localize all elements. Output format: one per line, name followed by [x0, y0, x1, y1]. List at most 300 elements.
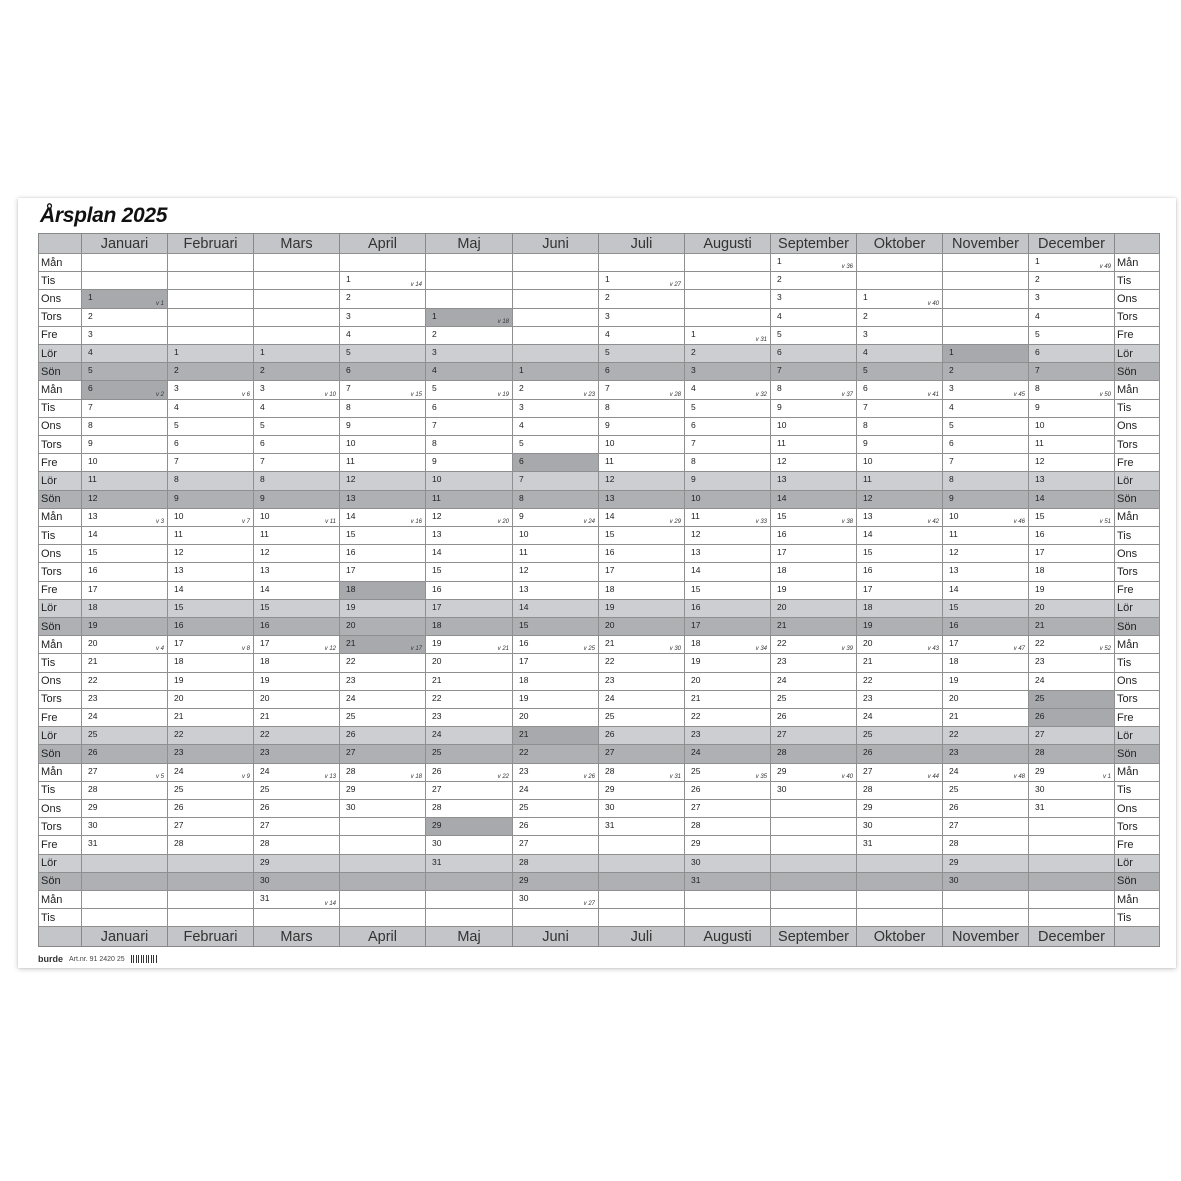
day-cell — [770, 763, 857, 782]
day-number: 20 — [949, 692, 959, 703]
day-number: 30 — [1035, 783, 1045, 794]
day-cell — [167, 508, 254, 527]
day-number: 10 — [346, 438, 356, 448]
month-footer: Juli — [598, 926, 685, 947]
day-cell — [1028, 308, 1115, 327]
day-number: 13 — [346, 492, 356, 503]
day-number: 31 — [691, 874, 701, 885]
day-cell — [512, 690, 599, 709]
empty-cell — [512, 344, 599, 363]
day-cell — [684, 599, 771, 618]
weekday-label: Sön — [38, 872, 82, 891]
day-number: 4 — [949, 401, 954, 412]
day-cell — [253, 726, 340, 745]
day-cell — [512, 672, 599, 691]
day-cell — [684, 763, 771, 782]
day-number: 2 — [88, 310, 93, 321]
day-number: 26 — [691, 783, 701, 794]
day-number: 11 — [346, 456, 355, 467]
day-number: 23 — [777, 656, 787, 667]
day-cell — [684, 344, 771, 363]
day-number: 29 — [432, 820, 442, 831]
day-number: 5 — [949, 419, 954, 430]
day-cell — [253, 708, 340, 727]
month-footer: December — [1028, 926, 1115, 947]
empty-cell — [512, 289, 599, 308]
day-number: 25 — [519, 802, 529, 812]
month-footer: Augusti — [684, 926, 771, 947]
month-footer: Januari — [81, 926, 168, 947]
day-cell — [684, 435, 771, 454]
day-cell — [856, 690, 943, 709]
weekday-label: Ons — [1114, 417, 1160, 436]
day-cell — [167, 635, 254, 654]
day-number: 12 — [88, 492, 98, 503]
weekday-label: Mån — [1114, 890, 1160, 909]
day-number: 28 — [863, 783, 873, 794]
empty-cell — [942, 271, 1029, 290]
day-cell — [856, 344, 943, 363]
day-cell — [167, 744, 254, 763]
day-number: 23 — [605, 674, 615, 685]
day-number: 2 — [863, 310, 868, 321]
day-number: 10 — [863, 456, 873, 467]
day-cell — [942, 344, 1029, 363]
day-cell — [253, 781, 340, 800]
week-number: v 18 — [410, 773, 422, 780]
weekday-label: Mån — [38, 508, 82, 527]
day-cell — [770, 308, 857, 327]
day-number: 15 — [691, 583, 701, 594]
month-header: December — [1028, 233, 1115, 254]
day-cell — [253, 599, 340, 618]
day-cell — [684, 708, 771, 727]
day-number: 31 — [1035, 802, 1045, 812]
week-number: v 35 — [755, 773, 767, 780]
day-number: 5 — [605, 347, 610, 357]
day-cell — [253, 544, 340, 563]
day-number: 1 — [260, 347, 265, 357]
day-cell — [598, 490, 685, 509]
day-number: 26 — [949, 802, 959, 812]
day-number: 15 — [863, 547, 873, 558]
day-cell — [942, 380, 1029, 399]
week-number: v 25 — [583, 646, 595, 653]
day-cell — [81, 763, 168, 782]
weekday-label: Ons — [38, 417, 82, 436]
day-number: 14 — [519, 601, 529, 612]
day-number: 26 — [519, 820, 529, 831]
day-number: 26 — [777, 711, 787, 721]
day-cell — [253, 653, 340, 672]
day-cell — [81, 744, 168, 763]
day-cell — [942, 599, 1029, 618]
day-cell — [684, 581, 771, 600]
week-number: v 36 — [841, 264, 853, 271]
day-number: 10 — [432, 474, 442, 485]
day-cell — [598, 289, 685, 308]
day-number: 24 — [1035, 674, 1045, 685]
day-number: 21 — [519, 729, 529, 740]
weekday-label: Lör — [1114, 854, 1160, 873]
day-number: 12 — [346, 474, 356, 485]
day-cell — [770, 744, 857, 763]
day-number: 18 — [1035, 565, 1045, 576]
day-number: 4 — [174, 401, 179, 412]
day-cell — [1028, 726, 1115, 745]
day-number: 9 — [88, 438, 93, 448]
day-number: 9 — [605, 419, 610, 430]
weekday-label: Mån — [1114, 635, 1160, 654]
week-number: v 44 — [927, 773, 939, 780]
day-cell — [1028, 544, 1115, 563]
day-number: 20 — [605, 620, 615, 630]
day-cell — [770, 253, 857, 272]
day-number: 25 — [605, 711, 615, 721]
day-cell — [942, 690, 1029, 709]
day-number: 30 — [346, 802, 356, 812]
empty-cell — [1028, 835, 1115, 854]
day-number: 14 — [432, 547, 442, 558]
empty-cell — [684, 271, 771, 290]
day-number: 2 — [174, 365, 179, 376]
day-cell — [512, 453, 599, 472]
day-number: 9 — [346, 419, 351, 430]
day-cell — [856, 417, 943, 436]
empty-cell — [684, 289, 771, 308]
week-number: v 51 — [1099, 518, 1111, 525]
day-cell — [81, 544, 168, 563]
day-number: 13 — [174, 565, 184, 576]
day-cell — [253, 672, 340, 691]
day-cell — [598, 763, 685, 782]
day-cell — [512, 890, 599, 909]
day-number: 31 — [432, 856, 442, 867]
week-number: v 22 — [497, 773, 509, 780]
weekday-label: Fre — [1114, 326, 1160, 345]
week-number: v 41 — [927, 391, 939, 398]
day-number: 11 — [949, 529, 958, 539]
day-cell — [598, 399, 685, 418]
day-number: 4 — [1035, 310, 1040, 321]
day-cell — [81, 690, 168, 709]
empty-cell — [339, 817, 426, 836]
day-number: 6 — [519, 456, 524, 467]
day-number: 9 — [174, 492, 179, 503]
day-cell — [425, 781, 513, 800]
day-number: 28 — [949, 838, 959, 849]
day-cell — [770, 508, 857, 527]
day-number: 30 — [777, 783, 787, 794]
day-cell — [512, 617, 599, 636]
day-cell — [425, 672, 513, 691]
day-number: 18 — [174, 656, 184, 667]
day-cell — [684, 744, 771, 763]
day-number: 22 — [777, 638, 787, 649]
empty-cell — [598, 835, 685, 854]
day-cell — [942, 854, 1029, 873]
day-number: 14 — [777, 492, 787, 503]
day-number: 14 — [949, 583, 959, 594]
weekday-label: Fre — [1114, 581, 1160, 600]
day-number: 14 — [605, 510, 615, 521]
day-number: 31 — [88, 838, 98, 849]
day-number: 9 — [260, 492, 265, 503]
day-cell — [770, 690, 857, 709]
month-header: November — [942, 233, 1029, 254]
weekday-label: Lör — [38, 726, 82, 745]
day-number: 21 — [260, 711, 270, 721]
day-cell — [1028, 617, 1115, 636]
day-cell — [81, 453, 168, 472]
day-cell — [339, 380, 426, 399]
day-number: 20 — [777, 601, 787, 612]
day-cell — [167, 835, 254, 854]
month-footer: Juni — [512, 926, 599, 947]
day-number: 21 — [88, 656, 98, 667]
day-number: 25 — [432, 747, 442, 758]
day-cell — [856, 817, 943, 836]
day-cell — [167, 380, 254, 399]
day-number: 15 — [605, 529, 615, 539]
empty-cell — [512, 908, 599, 927]
footer-corner — [1114, 926, 1160, 947]
day-number: 7 — [777, 365, 782, 376]
weekday-label: Tis — [1114, 399, 1160, 418]
day-cell — [942, 763, 1029, 782]
day-number: 20 — [88, 638, 98, 649]
day-cell — [425, 326, 513, 345]
day-number: 12 — [1035, 456, 1045, 467]
day-number: 16 — [605, 547, 615, 558]
day-number: 9 — [432, 456, 437, 467]
day-number: 16 — [691, 601, 701, 612]
day-number: 17 — [519, 656, 529, 667]
empty-cell — [1028, 872, 1115, 891]
day-number: 30 — [519, 893, 529, 903]
day-cell — [1028, 799, 1115, 818]
month-header: Juni — [512, 233, 599, 254]
day-cell — [339, 781, 426, 800]
empty-cell — [684, 908, 771, 927]
day-cell — [253, 835, 340, 854]
month-header: Juli — [598, 233, 685, 254]
weekday-label: Mån — [38, 763, 82, 782]
day-number: 16 — [346, 547, 356, 558]
day-number: 14 — [1035, 492, 1045, 503]
day-number: 4 — [432, 365, 437, 376]
day-number: 27 — [346, 747, 356, 758]
day-number: 1 — [1035, 256, 1040, 266]
day-number: 24 — [777, 674, 787, 685]
day-cell — [1028, 672, 1115, 691]
day-cell — [942, 653, 1029, 672]
day-number: 12 — [605, 474, 615, 485]
day-cell — [856, 326, 943, 345]
day-cell — [425, 417, 513, 436]
day-number: 2 — [260, 365, 265, 376]
day-cell — [425, 708, 513, 727]
empty-cell — [339, 890, 426, 909]
day-number: 17 — [260, 638, 270, 649]
day-number: 6 — [88, 383, 93, 394]
empty-cell — [598, 253, 685, 272]
day-cell — [1028, 581, 1115, 600]
day-number: 22 — [1035, 638, 1045, 649]
day-number: 27 — [949, 820, 959, 831]
day-cell — [512, 581, 599, 600]
day-number: 24 — [174, 765, 184, 776]
empty-cell — [1028, 890, 1115, 909]
month-header: September — [770, 233, 857, 254]
day-cell — [942, 490, 1029, 509]
weekday-label: Lör — [38, 471, 82, 490]
day-number: 16 — [1035, 529, 1045, 539]
day-number: 18 — [777, 565, 787, 576]
week-number: v 16 — [410, 518, 422, 525]
day-cell — [339, 581, 426, 600]
empty-cell — [167, 289, 254, 308]
day-number: 9 — [1035, 401, 1040, 412]
empty-cell — [598, 908, 685, 927]
day-cell — [598, 653, 685, 672]
day-cell — [425, 362, 513, 381]
day-cell — [942, 562, 1029, 581]
day-number: 7 — [346, 383, 351, 394]
day-number: 12 — [691, 529, 701, 539]
day-cell — [512, 653, 599, 672]
day-cell — [81, 508, 168, 527]
day-cell — [81, 635, 168, 654]
day-number: 11 — [605, 456, 614, 467]
day-number: 10 — [88, 456, 98, 467]
empty-cell — [81, 271, 168, 290]
day-number: 30 — [88, 820, 98, 831]
day-number: 29 — [88, 802, 98, 812]
day-cell — [425, 817, 513, 836]
day-number: 1 — [777, 256, 782, 266]
weekday-label: Sön — [1114, 872, 1160, 891]
week-number: v 28 — [669, 391, 681, 398]
day-number: 7 — [260, 456, 265, 467]
day-number: 27 — [863, 765, 873, 776]
day-number: 15 — [949, 601, 959, 612]
day-cell — [856, 490, 943, 509]
day-number: 6 — [432, 401, 437, 412]
day-number: 1 — [605, 274, 610, 285]
empty-cell — [339, 908, 426, 927]
day-cell — [339, 690, 426, 709]
week-number: v 33 — [755, 518, 767, 525]
day-number: 29 — [519, 874, 529, 885]
day-number: 23 — [1035, 656, 1045, 667]
day-cell — [770, 526, 857, 545]
week-number: v 8 — [241, 646, 250, 653]
day-number: 11 — [863, 474, 872, 485]
day-cell — [81, 399, 168, 418]
day-cell — [425, 453, 513, 472]
day-cell — [684, 562, 771, 581]
day-cell — [856, 508, 943, 527]
weekday-label: Tis — [38, 399, 82, 418]
day-number: 25 — [863, 729, 873, 740]
day-number: 2 — [432, 328, 437, 339]
day-number: 4 — [863, 347, 868, 357]
week-number: v 40 — [841, 773, 853, 780]
day-cell — [684, 781, 771, 800]
empty-cell — [1028, 908, 1115, 927]
day-cell — [425, 799, 513, 818]
day-cell — [167, 763, 254, 782]
day-number: 18 — [260, 656, 270, 667]
day-number: 24 — [346, 692, 356, 703]
day-cell — [512, 508, 599, 527]
day-cell — [942, 872, 1029, 891]
day-number: 8 — [519, 492, 524, 503]
day-cell — [339, 708, 426, 727]
week-number: v 4 — [155, 646, 164, 653]
empty-cell — [253, 253, 340, 272]
weekday-label: Sön — [38, 362, 82, 381]
weekday-label: Tors — [1114, 435, 1160, 454]
day-cell — [684, 399, 771, 418]
day-number: 19 — [432, 638, 442, 649]
day-cell — [770, 471, 857, 490]
day-number: 18 — [605, 583, 615, 594]
week-number: v 43 — [927, 646, 939, 653]
empty-cell — [425, 271, 513, 290]
day-number: 25 — [691, 765, 701, 776]
weekday-label: Sön — [1114, 362, 1160, 381]
day-number: 4 — [777, 310, 782, 321]
day-number: 19 — [88, 620, 98, 630]
day-cell — [81, 490, 168, 509]
weekday-label: Ons — [38, 799, 82, 818]
day-number: 4 — [88, 347, 93, 357]
day-number: 23 — [691, 729, 701, 740]
weekday-label: Tis — [38, 781, 82, 800]
day-cell — [253, 453, 340, 472]
calendar-grid — [38, 233, 1159, 953]
day-number: 28 — [1035, 747, 1045, 758]
day-number: 8 — [863, 419, 868, 430]
day-number: 24 — [432, 729, 442, 740]
day-cell — [856, 708, 943, 727]
week-number: v 19 — [497, 391, 509, 398]
empty-cell — [1028, 854, 1115, 873]
day-number: 7 — [174, 456, 179, 467]
day-number: 1 — [863, 292, 868, 303]
day-cell — [167, 817, 254, 836]
day-cell — [684, 635, 771, 654]
empty-cell — [339, 253, 426, 272]
day-number: 3 — [88, 328, 93, 339]
week-number: v 46 — [1013, 518, 1025, 525]
day-cell — [339, 672, 426, 691]
day-cell — [684, 326, 771, 345]
day-number: 12 — [432, 510, 442, 521]
day-cell — [598, 781, 685, 800]
day-number: 25 — [346, 711, 356, 721]
day-cell — [81, 581, 168, 600]
day-number: 23 — [88, 692, 98, 703]
day-cell — [856, 835, 943, 854]
day-number: 8 — [691, 456, 696, 467]
day-number: 4 — [691, 383, 696, 394]
day-number: 18 — [346, 583, 356, 594]
day-cell — [253, 562, 340, 581]
day-cell — [512, 380, 599, 399]
